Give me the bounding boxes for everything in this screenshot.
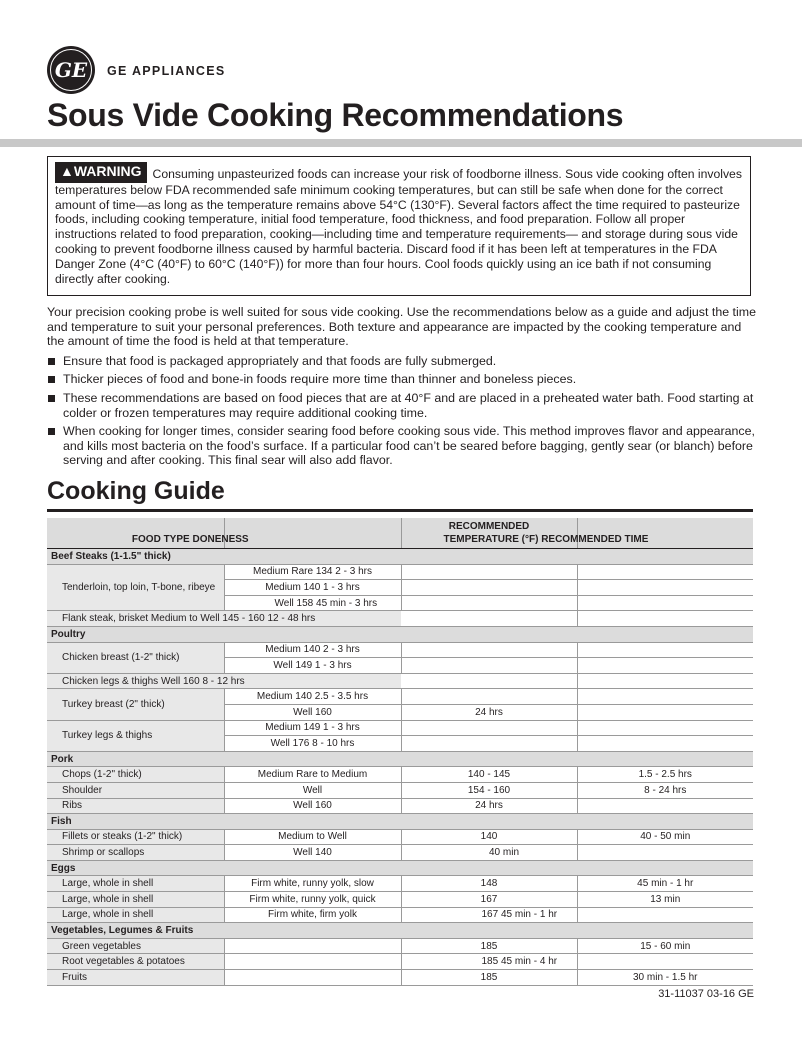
tips-list [47, 354, 757, 468]
table-row: Shrimp or scallops Well 140 40 min [47, 845, 753, 861]
category-row: Fish [47, 814, 753, 830]
table-row: Well 176 8 - 10 hrs [47, 736, 753, 752]
table-row: Ribs Well 160 24 hrs [47, 798, 753, 814]
table-row: Well 158 45 min - 3 hrs [47, 595, 753, 611]
table-row: Well 160 24 hrs [47, 704, 753, 720]
list-item: Ensure that food is packaged appropriately and that foods are fully submerged. [47, 354, 757, 369]
table-row: Chops (1-2" thick) Medium Rare to Medium 140 - 145 1.5 - 2.5 hrs [47, 767, 753, 783]
table-row: Fruits 185 30 min - 1.5 hr [47, 970, 753, 986]
table-row: Large, whole in shell Firm white, runny yolk, slow 148 45 min - 1 hr [47, 876, 753, 892]
table-row: Chicken breast (1-2" thick) Medium 140 2 - 3 hrs [47, 642, 753, 658]
header-food-doneness: FOOD TYPE DONENESS [47, 518, 224, 549]
brand-name: GE APPLIANCES [107, 64, 226, 78]
page-title: Sous Vide Cooking Recommendations [47, 97, 624, 133]
list-item: Thicker pieces of food and bone-in foods require more time than thinner and boneless pieces. [47, 372, 757, 387]
intro-text: Your precision cooking probe is well suited for sous vide cooking. Use the recommendations below as a guide and adjust the time and temperature to suit your personal preferences. Both texture and appearance are impacted by the cooking temperature and the amount of time the food is held at that temperature. [47, 305, 756, 349]
warning-label: WARNING [73, 163, 142, 179]
table-row: Fillets or steaks (1-2" thick) Medium to Well 140 40 - 50 min [47, 829, 753, 845]
warning-box [47, 156, 751, 296]
list-item: When cooking for longer times, consider searing food before cooking sous vide. This method improves flavor and appearance, and kills most bacteria on the food’s surface. If a particular food can’t be seared before bagging, gently sear (or blanch) before serving and after cooking. This final sear will also add flavor. [47, 424, 757, 468]
table-row: Chicken legs & thighs Well 160 8 - 12 hrs [47, 673, 753, 689]
table-row: Flank steak, brisket Medium to Well 145 - 160 12 - 48 hrs [47, 611, 753, 627]
category-row: Pork [47, 751, 753, 767]
table-row: Turkey legs & thighs Medium 149 1 - 3 hrs [47, 720, 753, 736]
table-header [47, 518, 753, 549]
table-row: Shoulder Well 154 - 160 8 - 24 hrs [47, 782, 753, 798]
document-footer: 31-11037 03-16 GE [658, 988, 754, 1000]
table-row: Medium 140 1 - 3 hrs [47, 580, 753, 596]
table-row: Root vegetables & potatoes 185 45 min - 4 hr [47, 954, 753, 970]
table-row: Large, whole in shell Firm white, firm yolk 167 45 min - 1 hr [47, 907, 753, 923]
warning-badge: ▲WARNING [55, 162, 147, 183]
category-row: Poultry [47, 626, 753, 642]
table-row: Green vegetables 185 15 - 60 min [47, 938, 753, 954]
intro-section [47, 305, 757, 472]
table-row: Large, whole in shell Firm white, runny yolk, quick 167 13 min [47, 892, 753, 908]
table-row: Well 149 1 - 3 hrs [47, 658, 753, 674]
list-item: These recommendations are based on food pieces that are at 40°F and are placed in a preheated water bath. Food starting at colder or frozen temperatures may require additional cooking time. [47, 391, 757, 420]
category-row: Vegetables, Legumes & Fruits [47, 923, 753, 939]
ge-logo [47, 46, 95, 94]
cooking-guide-table [47, 518, 753, 986]
cooking-guide-title: Cooking Guide [47, 477, 225, 505]
ge-logo-text: GE [50, 49, 92, 91]
header-temp-time: RECOMMENDED TEMPERATURE (°F) RECOMMENDED TIME [401, 518, 577, 549]
category-row: Beef Steaks (1-1.5" thick) [47, 549, 753, 565]
category-row: Eggs [47, 860, 753, 876]
table-row: Turkey breast (2" thick) Medium 140 2.5 - 3.5 hrs [47, 689, 753, 705]
cooking-guide-rule [47, 509, 753, 512]
table-row: Tenderloin, top loin, T-bone, ribeye Medium Rare 134 2 - 3 hrs [47, 564, 753, 580]
title-divider [0, 139, 802, 147]
warning-text: Consuming unpasteurized foods can increase your risk of foodborne illness. Sous vide cooking often involves temperatures below FDA recommended safe minimum cooking temperatures, but can still be safe when done for the correct amount of time—as long as the temperature remains above 54°C (130°F). Several factors affect the time required to pasteurize foods, including cooking temperature, initial food temperature, food thickness, and food preparation. Follow all proper instructions related to food preparation, cooking—including time and temperature requirements— and storage during sous vide cooking to prevent foodborne illness caused by harmful bacteria. Discard food if it has been left at temperatures in the FDA Danger Zone (4°C (40°F) to 60°C (140°F)) for more than four hours. Cool foods quickly using an ice bath if not consuming directly after cooking. [55, 167, 742, 286]
